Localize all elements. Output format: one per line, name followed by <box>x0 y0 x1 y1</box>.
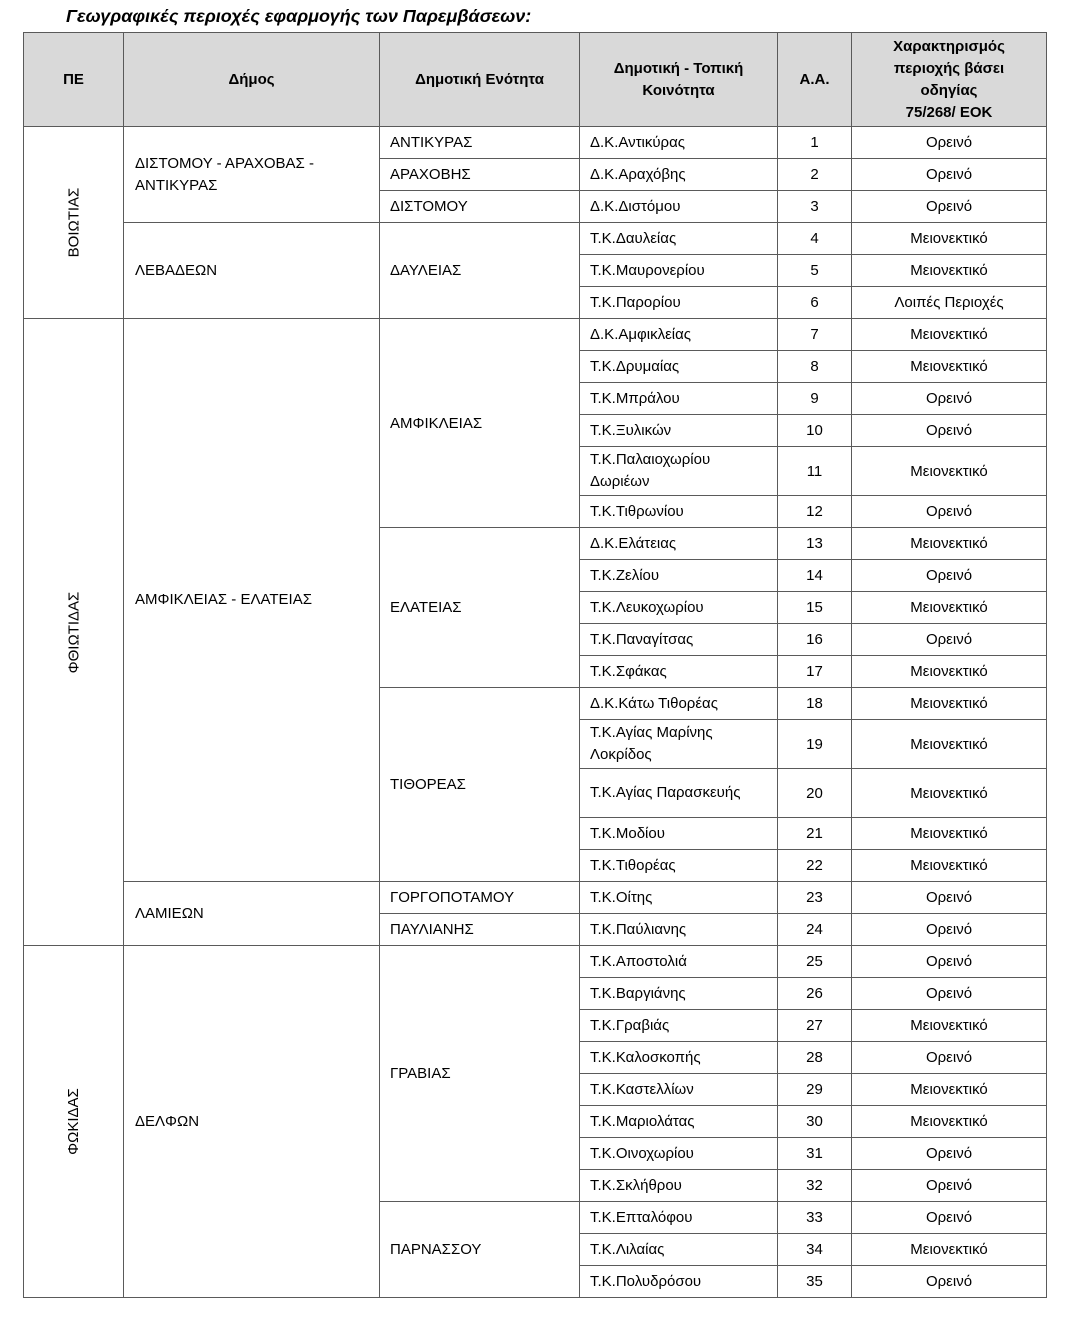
cell-koinotita: Δ.Κ.Κάτω Τιθορέας <box>580 688 778 720</box>
header-xar-line4: 75/268/ ΕΟΚ <box>905 103 993 121</box>
cell-xarakterismos: Μειονεκτικό <box>852 528 1047 560</box>
cell-koinotita: Τ.Κ.Σφάκας <box>580 656 778 688</box>
cell-aa: 26 <box>778 978 852 1010</box>
cell-enotita: ΑΝΤΙΚΥΡΑΣ <box>380 127 580 159</box>
cell-enotita: ΕΛΑΤΕΙΑΣ <box>380 528 580 688</box>
pe-label: ΦΩΚΙΔΑΣ <box>65 1088 82 1155</box>
cell-aa: 35 <box>778 1266 852 1298</box>
cell-aa: 3 <box>778 191 852 223</box>
cell-xarakterismos: Μειονεκτικό <box>852 1074 1047 1106</box>
cell-xarakterismos: Ορεινό <box>852 415 1047 447</box>
cell-enotita: ΔΑΥΛΕΙΑΣ <box>380 223 580 319</box>
cell-aa: 21 <box>778 818 852 850</box>
cell-koinotita: Τ.Κ.Δαυλείας <box>580 223 778 255</box>
cell-aa: 13 <box>778 528 852 560</box>
cell-aa: 31 <box>778 1138 852 1170</box>
cell-koinotita: Δ.Κ.Αντικύρας <box>580 127 778 159</box>
cell-xarakterismos: Μειονεκτικό <box>852 818 1047 850</box>
cell-xarakterismos: Μειονεκτικό <box>852 656 1047 688</box>
cell-koinotita: Τ.Κ.Παναγίτσας <box>580 624 778 656</box>
cell-koinotita: Τ.Κ.Μπράλου <box>580 383 778 415</box>
cell-aa: 19 <box>778 720 852 769</box>
cell-enotita: ΠΑΥΛΙΑΝΗΣ <box>380 914 580 946</box>
cell-koinotita: Τ.Κ.Λιλαίας <box>580 1234 778 1266</box>
cell-xarakterismos: Ορεινό <box>852 978 1047 1010</box>
cell-dimos: ΛΕΒΑΔΕΩΝ <box>124 223 380 319</box>
cell-xarakterismos: Ορεινό <box>852 496 1047 528</box>
table-row <box>24 223 1047 255</box>
cell-koinotita: Δ.Κ.Αμφικλείας <box>580 319 778 351</box>
cell-enotita: ΔΙΣΤΟΜΟΥ <box>380 191 580 223</box>
cell-aa: 15 <box>778 592 852 624</box>
header-pe: ΠΕ <box>24 33 124 127</box>
cell-aa: 11 <box>778 447 852 496</box>
cell-koinotita: Τ.Κ.Αποστολιά <box>580 946 778 978</box>
header-xarakterismos <box>852 33 1047 127</box>
cell-aa: 24 <box>778 914 852 946</box>
cell-aa: 4 <box>778 223 852 255</box>
table-row <box>24 319 1047 351</box>
cell-koinotita: Τ.Κ.Τιθρωνίου <box>580 496 778 528</box>
cell-aa: 2 <box>778 159 852 191</box>
cell-xarakterismos: Μειονεκτικό <box>852 447 1047 496</box>
cell-koinotita: Τ.Κ.Οίτης <box>580 882 778 914</box>
header-xar-line1: Χαρακτηρισμός <box>893 37 1005 55</box>
cell-xarakterismos: Μειονεκτικό <box>852 592 1047 624</box>
cell-dimos: ΑΜΦΙΚΛΕΙΑΣ - ΕΛΑΤΕΙΑΣ <box>124 319 380 882</box>
cell-koinotita: Τ.Κ.Οινοχωρίου <box>580 1138 778 1170</box>
cell-xarakterismos: Ορεινό <box>852 1138 1047 1170</box>
cell-aa: 8 <box>778 351 852 383</box>
cell-koinotita: Τ.Κ.Μαριολάτας <box>580 1106 778 1138</box>
cell-koinotita: Δ.Κ.Διστόμου <box>580 191 778 223</box>
table-row <box>24 882 1047 914</box>
cell-aa: 12 <box>778 496 852 528</box>
cell-koinotita: Δ.Κ.Ελάτειας <box>580 528 778 560</box>
cell-enotita: ΓΟΡΓΟΠΟΤΑΜΟΥ <box>380 882 580 914</box>
cell-xarakterismos: Ορεινό <box>852 127 1047 159</box>
cell-aa: 27 <box>778 1010 852 1042</box>
cell-xarakterismos: Ορεινό <box>852 560 1047 592</box>
header-row <box>24 33 1047 127</box>
cell-xarakterismos: Μειονεκτικό <box>852 850 1047 882</box>
cell-koinotita: Τ.Κ.Δρυμαίας <box>580 351 778 383</box>
table-row <box>24 946 1047 978</box>
cell-xarakterismos: Ορεινό <box>852 1042 1047 1074</box>
cell-koinotita: Τ.Κ.Μαυρονερίου <box>580 255 778 287</box>
table-body <box>24 127 1047 1298</box>
cell-xarakterismos: Ορεινό <box>852 1202 1047 1234</box>
cell-xarakterismos: Ορεινό <box>852 914 1047 946</box>
table-row <box>24 127 1047 159</box>
cell-aa: 30 <box>778 1106 852 1138</box>
cell-pe <box>24 127 124 319</box>
cell-xarakterismos: Ορεινό <box>852 159 1047 191</box>
cell-pe <box>24 946 124 1298</box>
cell-koinotita: Τ.Κ.Γραβιάς <box>580 1010 778 1042</box>
page-title: Γεωγραφικές περιοχές εφαρμογής των Παρεμβάσεων: <box>66 6 532 26</box>
cell-aa: 32 <box>778 1170 852 1202</box>
cell-xarakterismos: Μειονεκτικό <box>852 351 1047 383</box>
cell-xarakterismos: Λοιπές Περιοχές <box>852 287 1047 319</box>
cell-koinotita: Τ.Κ.Παύλιανης <box>580 914 778 946</box>
cell-koinotita: Τ.Κ.Βαργιάνης <box>580 978 778 1010</box>
cell-xarakterismos: Μειονεκτικό <box>852 1234 1047 1266</box>
header-enotita: Δημοτική Ενότητα <box>380 33 580 127</box>
cell-koinotita: Τ.Κ.Λευκοχωρίου <box>580 592 778 624</box>
cell-xarakterismos: Ορεινό <box>852 383 1047 415</box>
header-koinotita: Δημοτική - Τοπική Κοινότητα <box>580 33 778 127</box>
cell-aa: 9 <box>778 383 852 415</box>
cell-aa: 18 <box>778 688 852 720</box>
cell-xarakterismos: Μειονεκτικό <box>852 1106 1047 1138</box>
cell-koinotita: Τ.Κ.Αγίας Μαρίνης Λοκρίδος <box>580 720 778 769</box>
cell-aa: 29 <box>778 1074 852 1106</box>
cell-koinotita: Τ.Κ.Σκλήθρου <box>580 1170 778 1202</box>
header-xar-line2: περιοχής βάσει <box>893 59 1005 77</box>
cell-aa: 20 <box>778 769 852 818</box>
cell-aa: 28 <box>778 1042 852 1074</box>
cell-koinotita: Τ.Κ.Πολυδρόσου <box>580 1266 778 1298</box>
cell-aa: 6 <box>778 287 852 319</box>
cell-xarakterismos: Ορεινό <box>852 1266 1047 1298</box>
cell-xarakterismos: Ορεινό <box>852 946 1047 978</box>
cell-aa: 33 <box>778 1202 852 1234</box>
cell-enotita: ΠΑΡΝΑΣΣΟΥ <box>380 1202 580 1298</box>
cell-koinotita: Τ.Κ.Τιθορέας <box>580 850 778 882</box>
cell-dimos: ΔΕΛΦΩΝ <box>124 946 380 1298</box>
cell-enotita: ΓΡΑΒΙΑΣ <box>380 946 580 1202</box>
regions-table <box>23 32 1047 1298</box>
cell-koinotita: Τ.Κ.Παρορίου <box>580 287 778 319</box>
header-aa: Α.Α. <box>778 33 852 127</box>
cell-aa: 23 <box>778 882 852 914</box>
cell-koinotita: Τ.Κ.Ξυλικών <box>580 415 778 447</box>
cell-xarakterismos: Ορεινό <box>852 624 1047 656</box>
cell-xarakterismos: Ορεινό <box>852 191 1047 223</box>
cell-xarakterismos: Μειονεκτικό <box>852 223 1047 255</box>
pe-label: ΒΟΙΩΤΙΑΣ <box>64 187 82 258</box>
cell-aa: 17 <box>778 656 852 688</box>
cell-pe <box>24 319 124 946</box>
cell-xarakterismos: Ορεινό <box>852 882 1047 914</box>
cell-enotita: ΑΡΑΧΟΒΗΣ <box>380 159 580 191</box>
cell-aa: 25 <box>778 946 852 978</box>
cell-aa: 22 <box>778 850 852 882</box>
cell-aa: 16 <box>778 624 852 656</box>
cell-xarakterismos: Μειονεκτικό <box>852 1010 1047 1042</box>
cell-enotita: ΑΜΦΙΚΛΕΙΑΣ <box>380 319 580 528</box>
pe-label: ΦΘΙΩΤΙΔΑΣ <box>65 591 82 673</box>
cell-xarakterismos: Μειονεκτικό <box>852 255 1047 287</box>
cell-aa: 1 <box>778 127 852 159</box>
cell-koinotita: Τ.Κ.Καλοσκοπής <box>580 1042 778 1074</box>
header-xar-line3: οδηγίας <box>920 81 978 99</box>
cell-xarakterismos: Μειονεκτικό <box>852 769 1047 818</box>
cell-koinotita: Δ.Κ.Αραχόβης <box>580 159 778 191</box>
cell-xarakterismos: Μειονεκτικό <box>852 319 1047 351</box>
cell-xarakterismos: Μειονεκτικό <box>852 688 1047 720</box>
cell-dimos: ΔΙΣΤΟΜΟΥ - ΑΡΑΧΟΒΑΣ - ΑΝΤΙΚΥΡΑΣ <box>124 127 380 223</box>
cell-koinotita: Τ.Κ.Παλαιοχωρίου Δωριέων <box>580 447 778 496</box>
cell-enotita: ΤΙΘΟΡΕΑΣ <box>380 688 580 882</box>
cell-aa: 14 <box>778 560 852 592</box>
cell-koinotita: Τ.Κ.Ζελίου <box>580 560 778 592</box>
cell-dimos: ΛΑΜΙΕΩΝ <box>124 882 380 946</box>
cell-koinotita: Τ.Κ.Μοδίου <box>580 818 778 850</box>
cell-xarakterismos: Ορεινό <box>852 1170 1047 1202</box>
cell-koinotita: Τ.Κ.Αγίας Παρασκευής <box>580 769 778 818</box>
cell-aa: 7 <box>778 319 852 351</box>
cell-aa: 5 <box>778 255 852 287</box>
header-dimos: Δήμος <box>124 33 380 127</box>
cell-koinotita: Τ.Κ.Επταλόφου <box>580 1202 778 1234</box>
cell-aa: 34 <box>778 1234 852 1266</box>
cell-xarakterismos: Μειονεκτικό <box>852 720 1047 769</box>
cell-aa: 10 <box>778 415 852 447</box>
cell-koinotita: Τ.Κ.Καστελλίων <box>580 1074 778 1106</box>
